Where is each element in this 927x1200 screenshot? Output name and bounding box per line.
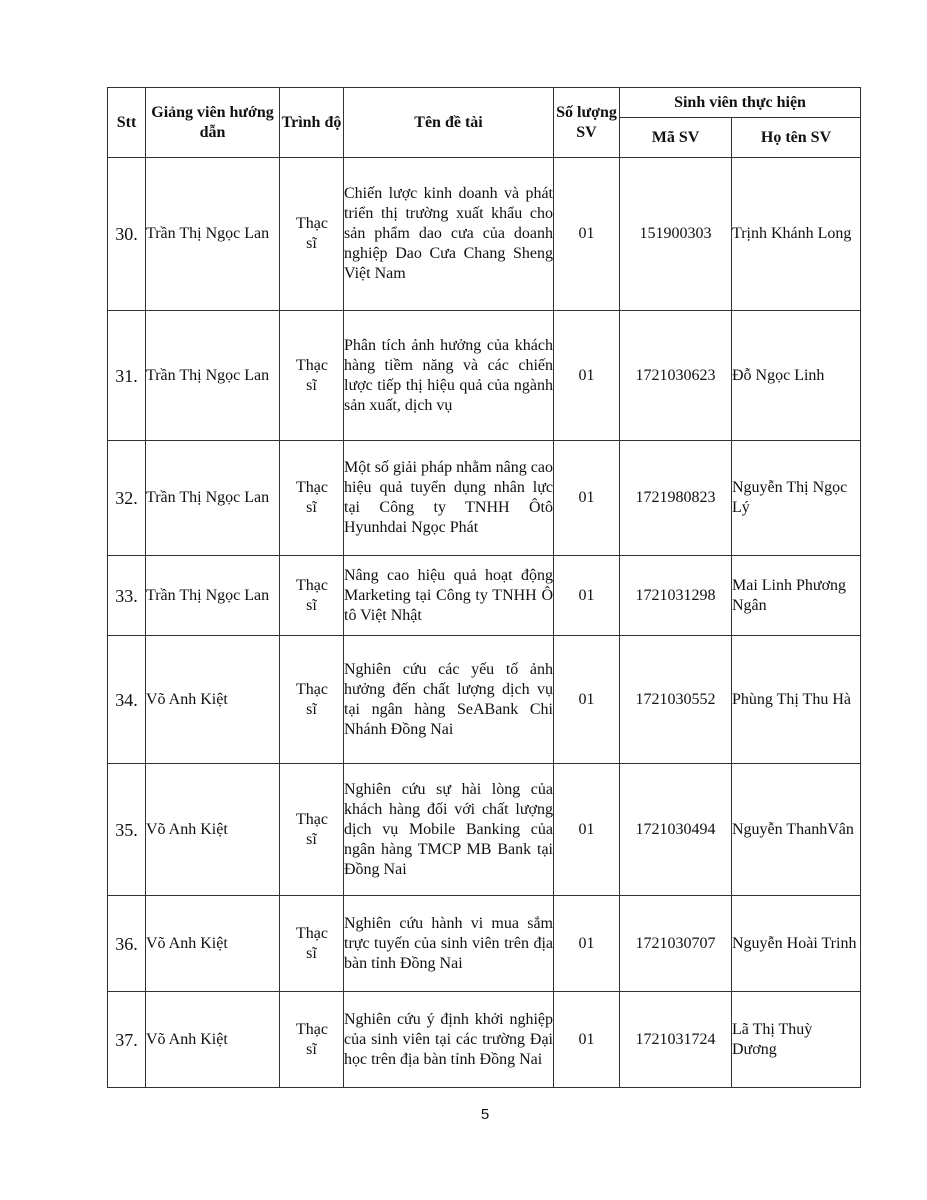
header-stt: Stt	[108, 88, 146, 158]
row-giang-vien: Trần Thị Ngọc Lan	[146, 158, 280, 311]
row-stt: 33.	[108, 556, 146, 636]
row-ma-sv: 1721031298	[620, 556, 732, 636]
row-trinh-do: Thạc sĩ	[280, 158, 344, 311]
row-so-luong: 01	[554, 636, 620, 764]
table-row	[108, 764, 861, 896]
row-giang-vien: Võ Anh Kiệt	[146, 764, 280, 896]
row-stt: 37.	[108, 992, 146, 1088]
table-row	[108, 896, 861, 992]
row-ten-de-tai: Phân tích ảnh hưởng của khách hàng tiềm năng và các chiến lược tiếp thị hiệu quả của ngành sản xuất, dịch vụ	[344, 311, 554, 441]
row-stt: 30.	[108, 158, 146, 311]
row-trinh-do: Thạc sĩ	[280, 441, 344, 556]
row-stt: 36.	[108, 896, 146, 992]
row-ho-ten-sv: Đỗ Ngọc Linh	[732, 311, 861, 441]
row-ten-de-tai: Nghiên cứu ý định khởi nghiệp của sinh viên tại các trường Đại học trên địa bàn tỉnh Đồng Nai	[344, 992, 554, 1088]
table-row	[108, 556, 861, 636]
table-row	[108, 311, 861, 441]
row-trinh-do: Thạc sĩ	[280, 311, 344, 441]
thesis-assignment-table	[107, 87, 861, 1088]
row-trinh-do: Thạc sĩ	[280, 896, 344, 992]
table-row	[108, 441, 861, 556]
header-sinh-vien-group: Sinh viên thực hiện	[620, 88, 861, 118]
row-ho-ten-sv: Lã Thị Thuỳ Dương	[732, 992, 861, 1088]
row-trinh-do: Thạc sĩ	[280, 636, 344, 764]
row-so-luong: 01	[554, 158, 620, 311]
row-ten-de-tai: Nghiên cứu các yếu tố ảnh hưởng đến chất lượng dịch vụ tại ngân hàng SeABank Chi Nhánh Đồng Nai	[344, 636, 554, 764]
row-ten-de-tai: Chiến lược kinh doanh và phát triển thị trường xuất khẩu cho sản phẩm dao cưa của doanh nghiệp Dao Cưa Chang Sheng Việt Nam	[344, 158, 554, 311]
row-stt: 31.	[108, 311, 146, 441]
row-ten-de-tai: Nâng cao hiệu quả hoạt động Marketing tại Công ty TNHH Ô tô Việt Nhật	[344, 556, 554, 636]
row-trinh-do: Thạc sĩ	[280, 992, 344, 1088]
row-stt: 35.	[108, 764, 146, 896]
row-ten-de-tai: Nghiên cứu hành vi mua sắm trực tuyến của sinh viên trên địa bàn tỉnh Đồng Nai	[344, 896, 554, 992]
header-ten-de-tai: Tên đề tài	[344, 88, 554, 158]
row-giang-vien: Trần Thị Ngọc Lan	[146, 311, 280, 441]
header-trinh-do: Trình độ	[280, 88, 344, 158]
table-row	[108, 158, 861, 311]
row-ten-de-tai: Nghiên cứu sự hài lòng của khách hàng đối với chất lượng dịch vụ Mobile Banking của ngân hàng TMCP MB Bank tại Đồng Nai	[344, 764, 554, 896]
row-so-luong: 01	[554, 896, 620, 992]
row-ho-ten-sv: Nguyễn ThanhVân	[732, 764, 861, 896]
row-ten-de-tai: Một số giải pháp nhằm nâng cao hiệu quả tuyển dụng nhân lực tại Công ty TNHH Ôtô Hyunhdai Ngọc Phát	[344, 441, 554, 556]
row-ma-sv: 1721030552	[620, 636, 732, 764]
row-ma-sv: 1721030707	[620, 896, 732, 992]
row-stt: 32.	[108, 441, 146, 556]
row-giang-vien: Võ Anh Kiệt	[146, 896, 280, 992]
row-so-luong: 01	[554, 311, 620, 441]
header-giang-vien: Giảng viên hướng dẫn	[146, 88, 280, 158]
row-ma-sv: 1721030494	[620, 764, 732, 896]
row-so-luong: 01	[554, 764, 620, 896]
header-ho-ten-sv: Họ tên SV	[732, 118, 861, 158]
row-giang-vien: Trần Thị Ngọc Lan	[146, 441, 280, 556]
table-row	[108, 992, 861, 1088]
table-row	[108, 636, 861, 764]
header-ma-sv: Mã SV	[620, 118, 732, 158]
row-so-luong: 01	[554, 556, 620, 636]
row-giang-vien: Võ Anh Kiệt	[146, 992, 280, 1088]
row-trinh-do: Thạc sĩ	[280, 764, 344, 896]
row-ho-ten-sv: Nguyễn Hoài Trinh	[732, 896, 861, 992]
row-giang-vien: Trần Thị Ngọc Lan	[146, 556, 280, 636]
row-ma-sv: 1721030623	[620, 311, 732, 441]
header-so-luong: Số lượng SV	[554, 88, 620, 158]
row-so-luong: 01	[554, 441, 620, 556]
row-ho-ten-sv: Nguyễn Thị Ngọc Lý	[732, 441, 861, 556]
row-trinh-do: Thạc sĩ	[280, 556, 344, 636]
row-ho-ten-sv: Mai Linh Phương Ngân	[732, 556, 861, 636]
row-stt: 34.	[108, 636, 146, 764]
row-ma-sv: 151900303	[620, 158, 732, 311]
row-ho-ten-sv: Trịnh Khánh Long	[732, 158, 861, 311]
row-ho-ten-sv: Phùng Thị Thu Hà	[732, 636, 861, 764]
row-so-luong: 01	[554, 992, 620, 1088]
row-giang-vien: Võ Anh Kiệt	[146, 636, 280, 764]
row-ma-sv: 1721031724	[620, 992, 732, 1088]
page-number: 5	[480, 1106, 490, 1123]
row-ma-sv: 1721980823	[620, 441, 732, 556]
